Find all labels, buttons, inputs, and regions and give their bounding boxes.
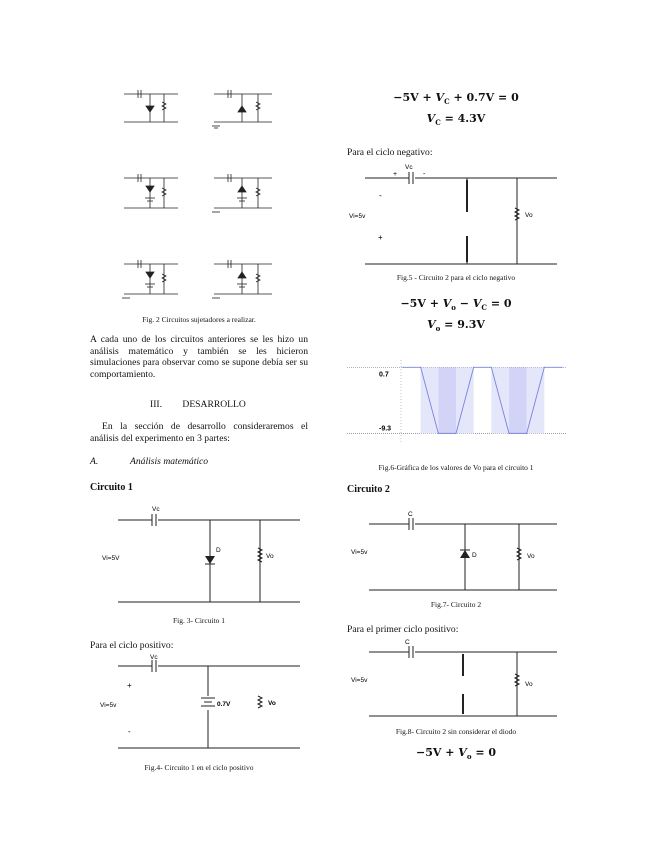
clamper-circuit (212, 90, 272, 128)
source-label: Vi=5V (102, 555, 120, 562)
source-label: Vi=5v (351, 549, 368, 556)
positive-cycle-label: Para el ciclo positivo: (90, 640, 174, 651)
chart-area-segment (438, 367, 456, 433)
fig3-circuit1 (100, 500, 310, 612)
minus-top: - (423, 171, 426, 178)
vo-point (473, 367, 474, 368)
clamper-circuit (212, 260, 272, 298)
vo-point (508, 433, 509, 434)
output-label: Vo (527, 553, 535, 560)
circuit1-heading: Circuito 1 (90, 482, 133, 493)
clamper-circuit (124, 90, 178, 122)
y-tick-label: 0.7 (379, 371, 389, 379)
vo-point (420, 367, 421, 368)
equation-1: $-5V + V_C + 0.7V = 0$ (393, 91, 519, 107)
equation-5: $-5V + V_o = 0$ (415, 746, 497, 762)
cap-label: Vc (152, 506, 160, 513)
section-heading (150, 399, 246, 410)
fig6-vo-chart (347, 356, 567, 446)
fig4-circuit1-positive (100, 652, 310, 756)
vo-point (438, 433, 439, 434)
output-label: Vo (268, 700, 276, 707)
vo-point (491, 367, 492, 368)
source-label: Vi=5v (100, 702, 117, 709)
fig5-circuit2-negative (347, 160, 565, 272)
battery-label: 0.7V (217, 701, 231, 708)
subsection-title: Análisis matemático (130, 456, 209, 467)
subsection-letter: A. (90, 456, 99, 467)
clamper-circuit (212, 174, 272, 212)
output-label: Vo (266, 553, 274, 560)
intro-paragraph: A cada uno de los circuitos anteriores se les hizo un análisis matemático y también se les hicieron simulaciones para observar como se supone debía ser su comportamiento. (90, 334, 308, 380)
section-title: DESARROLLO (182, 399, 246, 410)
minus-sign: - (128, 727, 131, 736)
first-positive-cycle-label: Para el primer ciclo positivo: (347, 624, 459, 635)
plus-sign: + (127, 681, 132, 690)
cap-label: C (408, 511, 413, 518)
subsection-heading (90, 456, 209, 467)
circuit2-heading: Circuito 2 (347, 484, 390, 495)
clamper-circuit (122, 260, 178, 298)
clamper-circuit (124, 174, 178, 208)
plus-left: + (378, 233, 383, 242)
diode-symbol (205, 556, 215, 564)
negative-cycle-label: Para el ciclo negativo: (347, 147, 433, 158)
cap-label: Vc (405, 164, 413, 171)
vo-point (455, 433, 456, 434)
fig8-caption: Fig.8- Circuito 2 sin considerar el diodo (395, 727, 517, 736)
diode-label: D (216, 547, 221, 554)
vo-point (561, 367, 562, 368)
output-label: Vo (525, 212, 533, 219)
vo-point (526, 433, 527, 434)
section-paragraph: En la sección de desarrollo consideraremos el análisis del experimento en 3 partes: (90, 421, 308, 444)
output-label: Vo (525, 681, 533, 688)
chart-area-segment (509, 367, 527, 433)
section-number: III. (150, 399, 162, 410)
cap-label: C (405, 639, 410, 646)
plus-top: + (393, 171, 398, 178)
source-label: Vi=5v (351, 677, 368, 684)
equation-2: $V_C = 4.3V$ (426, 112, 486, 128)
vo-point (544, 367, 545, 368)
equation-4: $V_o = 9.3V$ (427, 318, 485, 334)
fig2-caption: Fig. 2 Circuitos sujetadores a realizar. (142, 315, 256, 324)
fig4-caption: Fig.4- Circuito 1 en el ciclo positivo (144, 763, 254, 772)
fig7-circuit2 (347, 506, 565, 598)
fig7-caption: Fig.7- Circuito 2 (430, 600, 482, 609)
diode-symbol (460, 550, 470, 558)
fig2-circuits-grid (118, 88, 288, 308)
fig5-caption: Fig.5 - Circuito 2 para el ciclo negativo (396, 273, 516, 282)
source-label: Vi=5v (349, 213, 366, 220)
cap-label: Vc (150, 654, 158, 661)
fig8-circuit2-no-diode (347, 636, 565, 724)
fig3-caption: Fig. 3- Circuito 1 (172, 616, 226, 625)
equation-3: $-5V + V_o - V_C = 0$ (400, 297, 512, 313)
minus-left: - (379, 191, 382, 200)
fig6-caption: Fig.6-Gráfica de los valores de Vo para el circuito 1 (378, 463, 534, 472)
vo-point (402, 367, 403, 368)
y-tick-label: -9.3 (379, 425, 392, 433)
diode-label: D (472, 552, 477, 559)
